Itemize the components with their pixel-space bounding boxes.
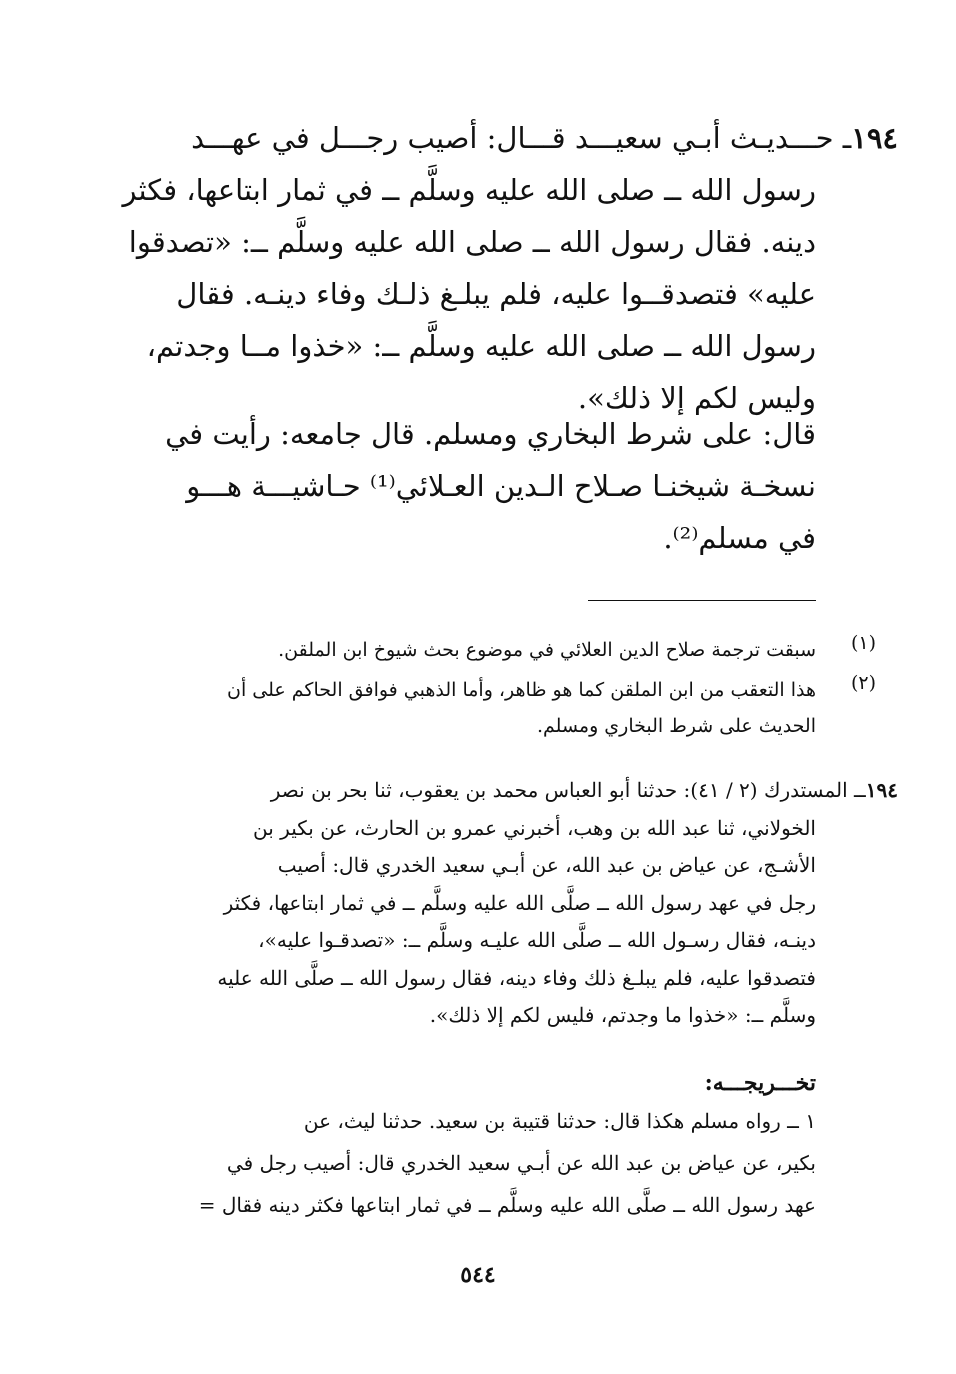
source-text: [116, 772, 898, 1035]
main-hadith-line: وليس لكم إلا ذلك».: [577, 381, 816, 415]
commentary-line: نسخـة شيخنـا صـلاح الـدين العـلائي⁽¹⁾ حـاشيـــة هـــو: [186, 469, 816, 503]
commentary: [116, 408, 816, 564]
main-hadith-line: عليه» فتصدقــوا عليه، فلم يبلـغ ذلـك وفاء دينـه. فقال: [176, 277, 816, 311]
footnote-1: [126, 632, 876, 668]
main-hadith: [116, 112, 898, 424]
footnote-separator: [588, 600, 816, 601]
footnote-line: سبقت ترجمة صلاح الدين العلائي في موضوع بحث شيوخ ابن الملقن.: [278, 639, 816, 661]
commentary-line: في مسلم⁽²⁾.: [663, 521, 816, 555]
page-number: ٥٤٤: [460, 1262, 496, 1288]
main-hadith-line: رسول الله ــ صلى الله عليه وسلَّم ــ: «خذوا مــا وجدتم،: [146, 329, 816, 363]
main-hadith-line: دينه. فقال رسول الله ــ صلى الله عليه وسلَّم ــ: «تصدقوا: [128, 225, 816, 259]
hadith-number: ١٩٤: [851, 121, 898, 155]
footnote-line: الحديث على شرط البخاري ومسلم.: [536, 715, 816, 737]
takhrij-line: بكير، عن عياض بن عبد الله عن أبـي سعيد الخدري قال: أصيب رجل في: [226, 1151, 816, 1175]
commentary-line: قال: على شرط البخاري ومسلم. قال جامعه: رأيت في: [165, 417, 816, 451]
footnote-line: هذا التعقب من ابن الملقن كما هو ظاهر، وأما الذهبي فوافق الحاكم على أن: [227, 679, 816, 701]
main-hadith-line: رسول الله ــ صلى الله عليه وسلَّم ــ في ثمار ابتاعها، فكثر: [122, 173, 816, 207]
source-line: الخولاني، ثنا عبد الله بن وهب، أخبرني عمرو بن الحارث، عن بكير بن: [253, 815, 816, 840]
takhrij-text: [111, 1100, 816, 1226]
takhrij-heading: تخـــريجـــه:: [704, 1070, 816, 1096]
source-line: دينـه، فقال رسـول الله ــ صلَّى الله عليـه وسلَّم ــ: «تصدقـوا عليه»،: [258, 928, 816, 952]
main-hadith-line: ١٩٤ـ حـــديـث أبـي سعيـــد قـــال: أصيب رجـــل في عهـــد: [191, 121, 898, 155]
source-number: ١٩٤: [865, 778, 898, 802]
source-line: وسلَّم ــ: «خذوا ما وجدتم، فليس لكم إلا ذلك».: [429, 1003, 816, 1027]
source-line: رجل في عهد رسول الله ــ صلَّى الله عليه وسلَّم ــ في ثمار ابتاعها، فكثر: [223, 890, 816, 915]
takhrij-line: عهد رسول الله ــ صلَّى الله عليه وسلَّم ــ في ثمار ابتاعها فكثر دينه فقال =: [198, 1193, 816, 1217]
footnote-2: [126, 672, 876, 744]
footnote-marker: (١): [850, 632, 876, 654]
takhrij-line: ١ ــ رواه مسلم هكذا قال: حدثنا قتيبة بن سعيد. حدثنا ليث، عن: [303, 1109, 816, 1133]
source-line: ١٩٤ــ المستدرك (٢ / ٤١): حدثنا أبو العباس محمد بن يعقوب، ثنا بحر بن نصر: [270, 778, 898, 802]
source-line: فتصدقوا عليه، فلم يبلـغ ذلك وفاء دينه، فقال رسول الله ــ صلَّى الله عليه: [217, 965, 816, 990]
footnote-marker: (٢): [850, 672, 876, 694]
source-line: الأشـج، عن عياض بن عبد الله، عن أبـي سعيد الخدري قال: أصيب: [277, 853, 816, 877]
